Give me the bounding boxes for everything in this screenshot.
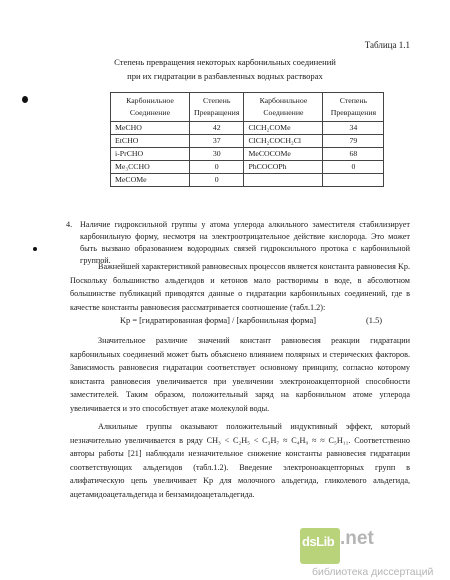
table-cell (323, 174, 384, 187)
watermark-subtitle: библиотека диссертаций (312, 566, 434, 578)
table-cell: ClCH₂COMe (244, 122, 323, 135)
table-cell: EtCHO (111, 135, 190, 148)
scan-speck (22, 96, 28, 103)
table-cell: 34 (323, 122, 384, 135)
table-row (111, 122, 384, 135)
watermark-domain: .net (340, 528, 374, 549)
header-cell: Степень Превращения (190, 93, 244, 122)
conversion-table (110, 92, 384, 187)
table-cell: ClCH₂COCH₂Cl (244, 135, 323, 148)
table-cell: Me₃CCHO (111, 161, 190, 174)
header-cell: Степень Превращения (323, 93, 384, 122)
table-cell: MeCOMe (111, 174, 190, 187)
table-cell: 79 (323, 135, 384, 148)
caption-line-2: при их гидратации в разбавленных водных растворах (127, 71, 323, 81)
table-row (111, 148, 384, 161)
formula-number: (1.5) (366, 316, 383, 325)
dslib-watermark (300, 526, 450, 580)
header-cell: Карбонильное Соединение (244, 93, 323, 122)
table-cell (244, 174, 323, 187)
table-number: Таблица 1.1 (364, 40, 410, 50)
paragraph-hydration: Значительное различие значений констант равновесия реакции гидратации карбонильных соединений может быть объяснено влиянием полярных и стерических факторов. Зависимость равновесия гидратации соответствует основному принципу, согласно которому константа равновесия увеличивается при увеличении электроноакцепторной способности заместителей. Таким образом, положительный заряд на карбонильном атоме углерода увеличивается и это способствует атаке молекулой воды. (70, 336, 410, 413)
table-cell: MeCOCOMe (244, 148, 323, 161)
caption-line-1: Степень превращения некоторых карбонильных соединений (114, 57, 336, 67)
table-cell: 37 (190, 135, 244, 148)
header-cell: Карбонильное Соединение (111, 93, 190, 122)
table-cell: i-PrCHO (111, 148, 190, 161)
table-cell: 0 (190, 174, 244, 187)
table-cell: 0 (190, 161, 244, 174)
table-caption (70, 55, 380, 83)
table-cell: 42 (190, 122, 244, 135)
table-row (111, 161, 384, 174)
table-cell: MeCHO (111, 122, 190, 135)
table-cell: 30 (190, 148, 244, 161)
paragraph-equilibrium: Важнейшей характеристикой равновесных процессов является константа равновесия Kр. Поскольку большинство альдегидов и кетонов мало растворимы в воде, в абсолютном большинстве публикаций приводятся данные о гидратации карбонильных соединений, где в качестве константы равновесия рассматривается соотношение (табл.1.2): (70, 262, 411, 312)
list-item-number: 4. (66, 220, 73, 229)
table-cell: 68 (323, 148, 384, 161)
equilibrium-formula: Kр = [гидратированная форма] / [карбонильная форма] (120, 316, 317, 325)
table-cell: 0 (323, 161, 384, 174)
list-item-text: Наличие гидроксильной группы у атома углерода алкильного заместителя стабилизирует карбонильную форму, несмотря на электроотрицательное действие кислорода. Это может быть вызвано образованием водородных связей гидроксильного протока с карбонильной группой. (80, 220, 410, 265)
scan-speck (33, 247, 37, 251)
table-header-row (111, 93, 384, 122)
watermark-badge-text: dsLib (302, 534, 335, 549)
table-row (111, 174, 384, 187)
table-row (111, 135, 384, 148)
paragraph-alkyl-groups: Алкильные группы оказывают положительный индуктивный эффект, который незначительно увеличивается в ряду CH₃ < C₂H₅ < C₃H₇ ≈ C₄H₉ ≈ ≈ C₅H₁₁. Соответственно авторы работы [21] наблюдали незначительное снижение константы равновесия гидратации соответствующих альдегидов (табл.1.2). Введение электроноакцепторных групп в алифатическую цепь увеличивает Kр для молочного альдегида, гликолевого альдегида, ацетамидоацетальдегида и бензамидоацетальдегида. (70, 422, 410, 499)
watermark-logo-badge (300, 528, 340, 564)
table-cell: PhCOCOPh (244, 161, 323, 174)
